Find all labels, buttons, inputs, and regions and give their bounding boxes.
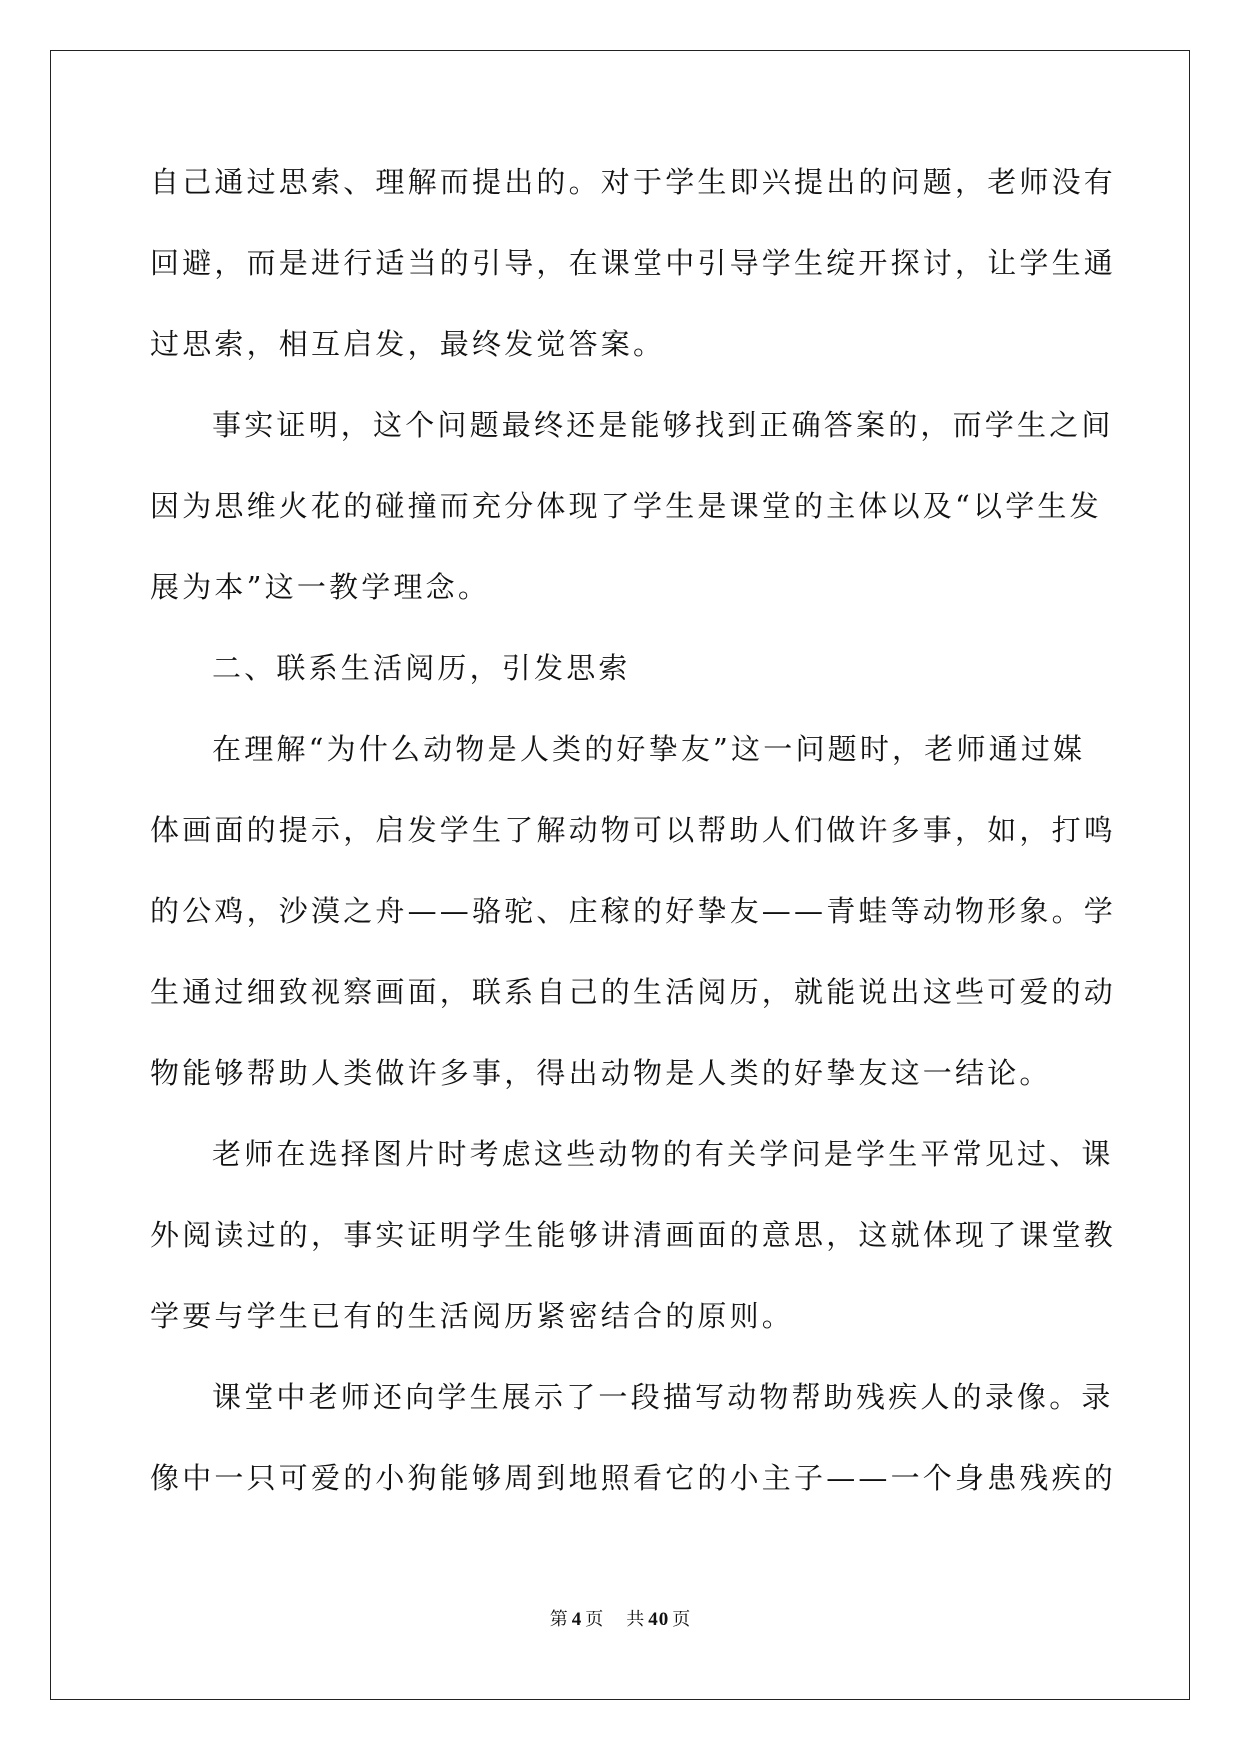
page-number: 4 [571, 1609, 583, 1630]
text-line: 像中一只可爱的小狗能够周到地照看它的小主子——一个身患残疾的 [150, 1461, 1117, 1495]
text-line: 展为本”这一教学理念。 [150, 570, 491, 604]
text-line: 事实证明，这个问题最终还是能够找到正确答案的，而学生之间 [212, 408, 1114, 442]
text-line: 在理解“为什么动物是人类的好挚友”这一问题时，老师通过媒 [212, 732, 1086, 766]
text-line: 因为思维火花的碰撞而充分体现了学生是课堂的主体以及“以学生发 [150, 489, 1102, 523]
page-total: 40 [648, 1609, 670, 1630]
text-line: 体画面的提示，启发学生了解动物可以帮助人们做许多事，如，打鸣 [150, 813, 1117, 847]
page-suffix: 页 [585, 1609, 605, 1630]
section-heading: 二、联系生活阅历，引发思索 [212, 651, 631, 685]
page-prefix: 第 [549, 1609, 569, 1630]
document-body [150, 154, 1117, 1531]
text-line: 外阅读过的，事实证明学生能够讲清画面的意思，这就体现了课堂教 [150, 1218, 1117, 1252]
total-suffix: 页 [672, 1609, 692, 1630]
total-prefix: 共 [626, 1609, 646, 1630]
page-footer [0, 1608, 1241, 1632]
text-line: 课堂中老师还向学生展示了一段描写动物帮助残疾人的录像。录 [212, 1380, 1114, 1414]
text-line: 回避，而是进行适当的引导，在课堂中引导学生绽开探讨，让学生通 [150, 246, 1117, 280]
text-line: 学要与学生已有的生活阅历紧密结合的原则。 [150, 1299, 795, 1333]
text-line: 自己通过思索、理解而提出的。对于学生即兴提出的问题，老师没有 [150, 165, 1117, 199]
text-line: 老师在选择图片时考虑这些动物的有关学问是学生平常见过、课 [212, 1137, 1114, 1171]
text-line: 过思索，相互启发，最终发觉答案。 [150, 327, 666, 361]
text-line: 物能够帮助人类做许多事，得出动物是人类的好挚友这一结论。 [150, 1056, 1052, 1090]
text-line: 生通过细致视察画面，联系自己的生活阅历，就能说出这些可爱的动 [150, 975, 1117, 1009]
text-line: 的公鸡，沙漠之舟——骆驼、庄稼的好挚友——青蛙等动物形象。学 [150, 894, 1117, 928]
